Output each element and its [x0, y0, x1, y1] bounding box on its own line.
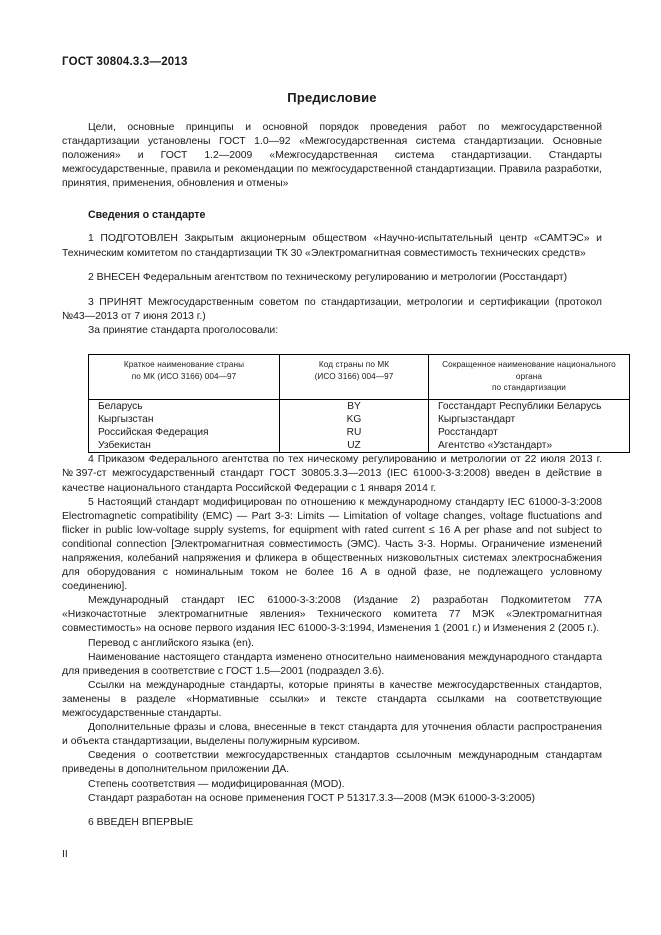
- table-body: [89, 399, 630, 453]
- table-header-country-line1: Краткое наименование страны: [123, 360, 245, 370]
- paragraph-item-2: 2 ВНЕСЕН Федеральным агентством по техническому регулированию и метрологии (Росстандарт): [88, 272, 568, 284]
- page-content: [62, 0, 616, 830]
- table-cell-country-0: Беларусь: [98, 400, 143, 412]
- table-header-code-line2: (ИСО 3166) 004—97: [314, 371, 394, 381]
- table-cell-body-0: Госстандарт Республики Беларусь: [438, 400, 602, 412]
- table-row: [89, 399, 630, 453]
- paragraph-item-5g: Сведения о соответствии межгосударственных стандартов ссылочным международным стандартам приведены в дополнительном приложении ДА.: [62, 750, 602, 776]
- table-header-row: [89, 355, 630, 400]
- page-title: Предисловие: [287, 89, 377, 105]
- table-cell-country-1: Кыргызстан: [98, 413, 154, 425]
- table-cell-code-1: KG: [346, 413, 362, 425]
- table-cell-bodies: [429, 399, 630, 453]
- running-head: ГОСТ 30804.3.3—2013: [62, 56, 188, 68]
- table-head: [89, 355, 630, 400]
- table-cell-body-2: Росстандарт: [438, 426, 498, 438]
- table-header-body: [429, 355, 630, 400]
- table-header-country-line2: по МК (ИСО 3166) 004—97: [131, 371, 237, 381]
- paragraph-item-5h: Степень соответствия — модифицированная (MOD).: [88, 778, 345, 790]
- page-number: II: [62, 849, 68, 860]
- paragraph-item-5c: Перевод с английского языка (en).: [88, 637, 255, 649]
- table-cell-countries: [89, 399, 280, 453]
- table-header-code-line1: Код страны по МК: [318, 360, 390, 370]
- paragraph-vote-line: За принятие стандарта проголосовали:: [88, 324, 279, 336]
- table-cell-code-0: BY: [347, 400, 361, 412]
- subheading-about-standard: Сведения о стандарте: [88, 208, 206, 221]
- paragraph-item-6: 6 ВВЕДЕН ВПЕРВЫЕ: [88, 817, 194, 829]
- table-cell-country-2: Российская Федерация: [98, 426, 209, 438]
- paragraph-item-1: 1 ПОДГОТОВЛЕН Закрытым акционерным обществом «Научно-испытательный центр «САМТЭС» и Техническим комитетом по стандартизации ТК 30 «Электромагнитная совместимость технических средств»: [62, 233, 602, 259]
- table-cell-country-3: Узбекистан: [98, 440, 151, 452]
- table-header-body-line2: по стандартизации: [492, 383, 566, 393]
- paragraph-item-5i: Стандарт разработан на основе применения ГОСТ Р 51317.3.3—2008 (МЭК 61000-3-3:2005): [88, 792, 535, 804]
- table-cell-body-1: Кыргызстандарт: [438, 413, 516, 425]
- table-header-body-line1: Сокращенное наименование национального органа: [442, 360, 616, 381]
- paragraph-item-5b: Международный стандарт IEC 61000-3-3:2008 (Издание 2) разработан Подкомитетом 77А «Низкочастотные электромагнитные явления» Технического комитета 77 МЭК «Электромагнитная совместимость» на основе первого издания IEC 61000-3-3:1994, Изменения 1 (2001 г.) и Изменения 2 (2005 г.).: [62, 595, 602, 635]
- paragraph-item-4: 4 Приказом Федерального агентства по тех ническому регулированию и метрологии от 22 июля 2013 г. №397-ст межгосударственный стандарт ГОСТ 30805.3.3—2013 (IEC 61000-3-3:2008) введен в действие в качестве национального стандарта Российской Федерации с 1 января 2014 г.: [62, 454, 602, 494]
- paragraph-item-3: 3 ПРИНЯТ Межгосударственным советом по стандартизации, метрологии и сертификации (протокол №43—2013 от 7 июня 2013 г.): [62, 296, 602, 322]
- table-header-code: [280, 355, 429, 400]
- table-header-country: [89, 355, 280, 400]
- table-cell-code-3: UZ: [347, 440, 361, 452]
- paragraph-intro: Цели, основные принципы и основной порядок проведения работ по межгосударственной стандартизации установлены ГОСТ 1.0—92 «Межгосударственная система стандартизации. Основные положения» и ГОСТ 1.2—2009 «Межгосударственная система стандартизации. Стандарты межгосударственные, правила и рекомендации по межгосударственной стандартизации. Правила разработки, принятия, применения, обновления и отмены»: [62, 121, 602, 189]
- paragraph-item-5d: Наименование настоящего стандарта изменено относительно наименования международного стандарта для приведения в соответствие с ГОСТ 1.5—2001 (подраздел 3.6).: [62, 651, 602, 677]
- paragraph-item-5e: Ссылки на международные стандарты, которые приняты в качестве межгосударственных стандартов, заменены в разделе «Нормативные ссылки» и тексте стандарта ссылками на соответствующие межгосударственные стандарты.: [62, 679, 602, 720]
- countries-table: [88, 354, 630, 453]
- paragraph-item-5: 5 Настоящий стандарт модифицирован по отношению к международному стандарту IEC 61000-3-3:2008 Electromagnetic compatibility (EMC) — Part 3-3: Limits — Limitation of voltage changes, voltage fluctuations and flicker in public low-voltage supply systems, for equipment with rated current ≤ 16 A per phase and not subject to conditional connection [Электромагнитная совместимость (ЭМС). Часть 3-3. Нормы. Ограничение изменений напряжения, колебаний напряжения и фликера в общественных низковольтных системах электроснабжения для оборудования с номинальным током не более 16 А в одной фазе, не подлежащего условному соединению].: [62, 496, 602, 593]
- paragraph-item-5f: Дополнительные фразы и слова, внесенные в текст стандарта для уточнения области распространения и объекта стандартизации, выделены полужирным курсивом.: [62, 722, 602, 748]
- table-cell-code-2: RU: [346, 426, 362, 438]
- table-cell-body-3: Агентство «Узстандарт»: [438, 440, 553, 452]
- table-cell-codes: [280, 399, 429, 453]
